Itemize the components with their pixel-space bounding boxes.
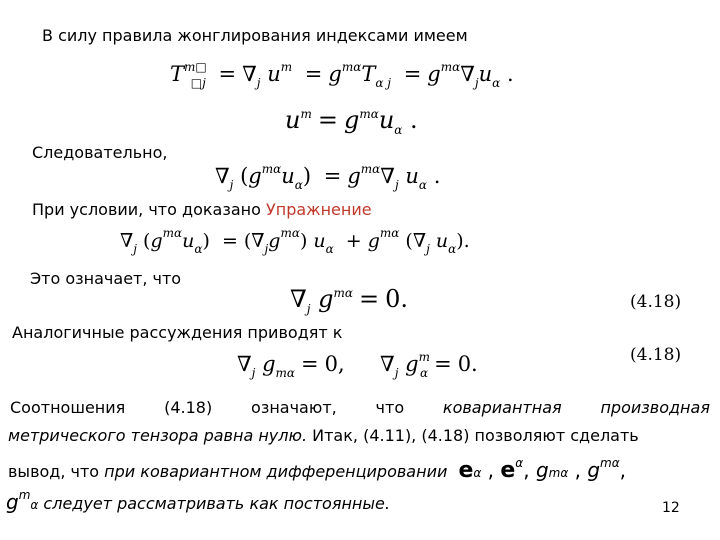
equation-1: $T^{m□}_{□j} = \nabla_j$ $u^m = g^{m\alpha}T_{\alpha j} = g^{m\alpha}\nabla_ju_\alpha$ . [170,60,514,90]
hence-label: Следовательно, [32,143,168,162]
equation-5-number: (4.18) [630,292,682,312]
equation-2: $u^m = g^{m\alpha}u_\alpha$ . [285,106,418,137]
para-line-3 [8,456,626,483]
similar-label: Аналогичные рассуждения приводят к [12,323,343,342]
equation-3: $\nabla_j$ $(g^{m\alpha}u_\alpha) = g^{m\alpha}\nabla_j$ $u_\alpha$ . [215,162,441,192]
para-line-4 [6,488,390,514]
condition-text: При условии, что доказано [32,200,261,219]
equation-5: $\nabla_j$ $g^{m\alpha} = 0$. [290,285,409,316]
para-line-2 [8,426,639,445]
basis-symbols: eα , $e^\alpha$, gmα , $g^{m\alpha}$, [458,456,626,483]
para-word: означают, [251,398,337,417]
para-word: Соотношения [10,398,126,417]
equation-4: $\nabla_j$ $(g^{m\alpha}u_\alpha) = (\nabla_jg^{m\alpha}) u_\alpha + g^{m\alpha}$ ($\nabla_j$ $u_\alpha$). [120,226,470,256]
page-number: 12 [662,500,680,516]
para-text: Итак, (4.11), (4.18) позволяют сделать [312,426,639,445]
means-label: Это означает, что [30,269,182,288]
para-italic: метрического тензора равна нулю. [8,426,308,445]
metric-symbol: $g^m\alpha$ [6,488,39,514]
intro-text: В силу правила жонглирования индексами имеем [42,26,468,45]
exercise-link[interactable]: Упражнение [265,200,372,219]
para-ref: (4.18) [164,398,213,417]
equation-6-number: (4.18) [630,345,682,365]
para-line-1 [10,398,710,417]
para-italic: следует рассматривать как постоянные. [43,494,390,513]
para-italic-word: производная [600,398,710,417]
para-italic-word: ковариантная [442,398,562,417]
para-italic: при ковариантном дифференцировании [104,462,448,481]
condition-line [32,200,372,219]
para-text: вывод, что [8,462,100,481]
equation-6: $\nabla_j$ $g_{m\alpha} = 0$, $\nabla_j$ $g^m_\alpha = 0$. [237,350,478,380]
para-word: что [375,398,405,417]
